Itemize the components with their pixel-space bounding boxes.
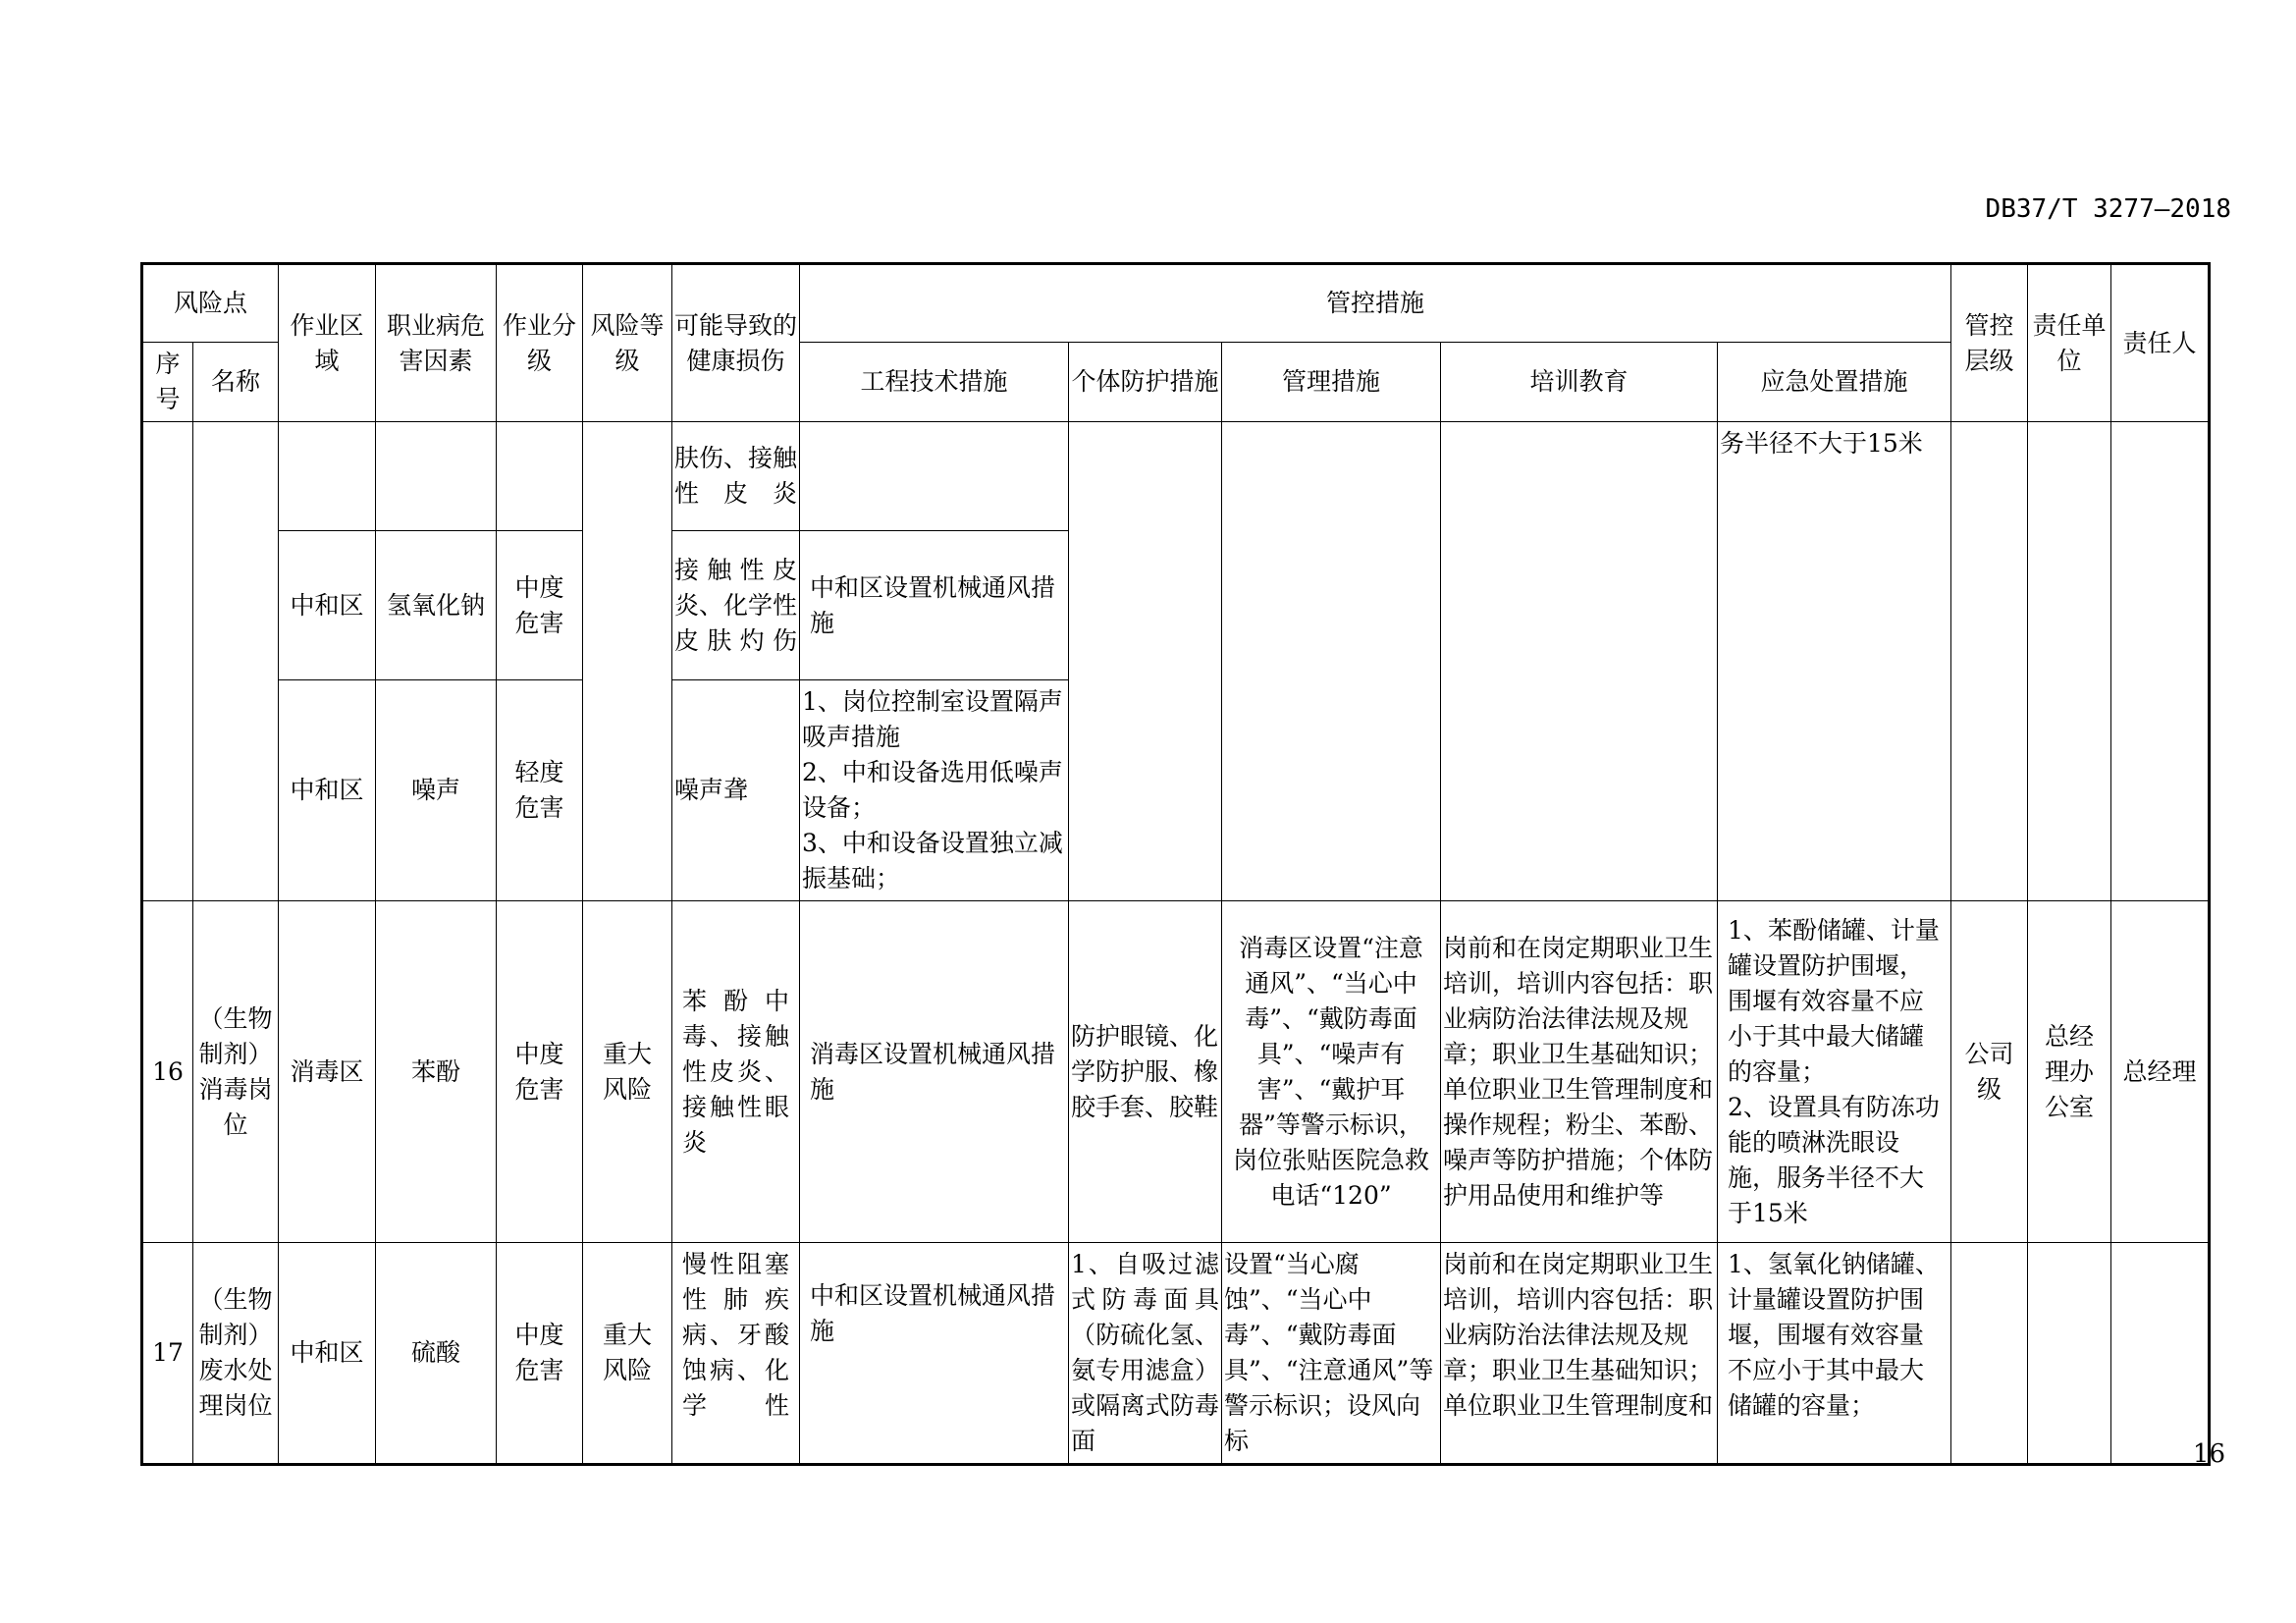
table-cell-ppe: 1、自吸过滤式防毒面具（防硫化氢、氨专用滤盒）或隔离式防毒面 [1069, 1243, 1222, 1465]
table-cell-grade: 中度危害 [497, 901, 583, 1243]
header-work-grade: 作业分级 [497, 264, 583, 422]
table-cell-ppe [1069, 422, 1222, 901]
table-cell-damage: 苯酚中毒、接触性皮炎、接触性眼炎 [672, 901, 800, 1243]
table-cell-person [2111, 1243, 2210, 1465]
header-emergency: 应急处置措施 [1718, 343, 1951, 422]
header-control-measures: 管控措施 [800, 264, 1951, 343]
table-cell-emergency: 务半径不大于15米 [1718, 422, 1951, 901]
table-cell-risk: 重大风险 [583, 901, 672, 1243]
header-management: 管理措施 [1222, 343, 1441, 422]
table-cell-engineering: 消毒区设置机械通风措施 [800, 901, 1069, 1243]
table-cell-engineering: 1、岗位控制室设置隔声吸声措施 2、中和设备选用低噪声设备； 3、中和设备设置独立减振基础； [800, 680, 1069, 901]
page-number: 16 [2192, 1439, 2225, 1469]
table-cell-no [142, 422, 193, 901]
header-engineering: 工程技术措施 [800, 343, 1069, 422]
header-control-level: 管控层级 [1951, 264, 2028, 422]
table-cell-no: 16 [142, 901, 193, 1243]
header-risk-level: 风险等级 [583, 264, 672, 422]
table-cell-level [1951, 1243, 2028, 1465]
table-cell-area [279, 422, 376, 531]
table-cell-factor: 氢氧化钠 [376, 531, 497, 680]
table-cell-grade [497, 422, 583, 531]
table-cell-training [1441, 422, 1718, 901]
table-cell-grade: 轻度危害 [497, 680, 583, 901]
table-cell-engineering [800, 422, 1069, 531]
table-cell-area: 中和区 [279, 531, 376, 680]
table-cell-ppe: 防护眼镜、化学防护服、橡胶手套、胶鞋 [1069, 901, 1222, 1243]
table-cell-risk: 重大风险 [583, 1243, 672, 1465]
table-cell-training: 岗前和在岗定期职业卫生培训，培训内容包括：职业病防治法律法规及规章；职业卫生基础知识；单位职业卫生管理制度和 [1441, 1243, 1718, 1465]
table-cell-factor: 硫酸 [376, 1243, 497, 1465]
table-cell-name [193, 422, 279, 901]
table-cell-level [1951, 422, 2028, 901]
table-cell-damage: 接触性皮炎、化学性皮肤灼伤 [672, 531, 800, 680]
header-work-area: 作业区域 [279, 264, 376, 422]
header-no: 序号 [142, 343, 193, 422]
table-cell-management [1222, 422, 1441, 901]
table-cell-grade: 中度危害 [497, 531, 583, 680]
table-cell-training: 岗前和在岗定期职业卫生培训，培训内容包括：职业病防治法律法规及规章；职业卫生基础知识；单位职业卫生管理制度和操作规程；粉尘、苯酚、噪声等防护措施；个体防护用品使用和维护等 [1441, 901, 1718, 1243]
table-cell-engineering: 中和区设置机械通风措施 [800, 531, 1069, 680]
header-ppe: 个体防护措施 [1069, 343, 1222, 422]
table-cell-name: （生物制剂）消毒岗位 [193, 901, 279, 1243]
table-cell-unit [2028, 422, 2111, 901]
table-cell-unit: 总经理办公室 [2028, 901, 2111, 1243]
table-cell-area: 消毒区 [279, 901, 376, 1243]
table-cell-area: 中和区 [279, 680, 376, 901]
header-hazard-factor: 职业病危害因素 [376, 264, 497, 422]
table-cell-name: （生物制剂）废水处理岗位 [193, 1243, 279, 1465]
table-cell-factor: 噪声 [376, 680, 497, 901]
table-cell-no: 17 [142, 1243, 193, 1465]
table-cell-person [2111, 422, 2210, 901]
table-cell-damage: 肤伤、接触性皮炎 [672, 422, 800, 531]
table-cell-risk [583, 422, 672, 901]
table-cell-level: 公司级 [1951, 901, 2028, 1243]
table-cell-management: 设置“当心腐蚀”、“当心中毒”、“戴防毒面具”、“注意通风”等警示标识；设风向标 [1222, 1243, 1441, 1465]
risk-control-table [140, 262, 2211, 1466]
header-name: 名称 [193, 343, 279, 422]
table-cell-area: 中和区 [279, 1243, 376, 1465]
table-cell-management: 消毒区设置“注意通风”、“当心中毒”、“戴防毒面具”、“噪声有害”、“戴护耳器”等警示标识，岗位张贴医院急救电话“120” [1222, 901, 1441, 1243]
table-cell-damage: 噪声聋 [672, 680, 800, 901]
table-cell-unit [2028, 1243, 2111, 1465]
table-cell-emergency: 1、苯酚储罐、计量罐设置防护围堰，围堰有效容量不应小于其中最大储罐的容量； 2、设置具有防冻功能的喷淋洗眼设施，服务半径不大于15米 [1718, 901, 1951, 1243]
header-responsible-person: 责任人 [2111, 264, 2210, 422]
header-health-damage: 可能导致的健康损伤 [672, 264, 800, 422]
header-risk-point: 风险点 [142, 264, 279, 343]
table-cell-grade: 中度危害 [497, 1243, 583, 1465]
table-cell-factor: 苯酚 [376, 901, 497, 1243]
header-responsible-unit: 责任单位 [2028, 264, 2111, 422]
table-cell-factor [376, 422, 497, 531]
table-cell-damage: 慢性阻塞性肺疾病、牙酸蚀病、化学性 [672, 1243, 800, 1465]
document-code: DB37/T 3277—2018 [1985, 194, 2231, 224]
table-cell-emergency: 1、氢氧化钠储罐、计量罐设置防护围堰，围堰有效容量不应小于其中最大储罐的容量； [1718, 1243, 1951, 1465]
table-cell-engineering: 中和区设置机械通风措施 [800, 1243, 1069, 1465]
header-training: 培训教育 [1441, 343, 1718, 422]
table-cell-person: 总经理 [2111, 901, 2210, 1243]
